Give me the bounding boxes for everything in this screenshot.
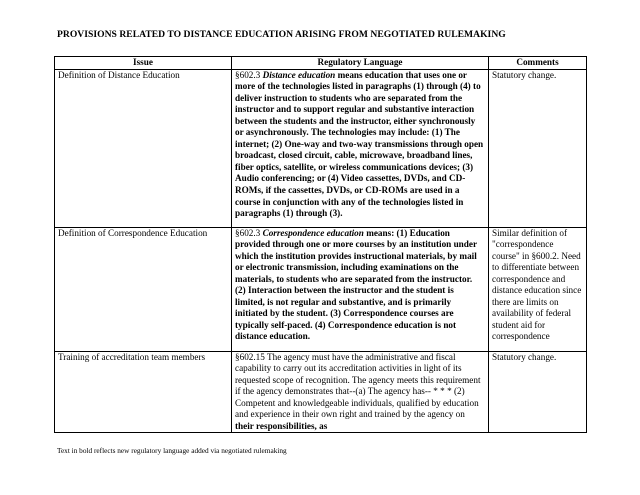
table-row (55, 69, 587, 227)
existing-regulatory-text: §602.15 The agency must have the administrative and fiscal capability to carry out its accreditation activities in light of its requested scope of recognition. The agency meets this requirement if the agency demonstrates that--(a) The agency has-- * * * (2) Competent and knowledgeable individuals, qualified by education and experience in their own right and trained by the agency on (235, 351, 481, 420)
header-issue: Issue (55, 57, 232, 70)
regulatory-language-cell (232, 69, 489, 227)
defined-term: Distance education (262, 69, 336, 80)
header-regulatory-language: Regulatory Language (232, 57, 489, 70)
regulatory-language-cell (232, 351, 489, 433)
table-row (55, 227, 587, 351)
comment-cell: Statutory change. (489, 351, 587, 433)
comment-cell: Similar definition of "correspondence course" in §600.2. Need to differentiate between correspondence and distance education since there are limits on availability of federal student aid for correspondence (489, 227, 587, 351)
section-number: §602.3 (235, 69, 263, 80)
table-header-row (55, 57, 587, 70)
document-title: PROVISIONS RELATED TO DISTANCE EDUCATION ARISING FROM NEGOTIATED RULEMAKING (57, 29, 506, 40)
footnote: Text in bold reflects new regulatory language added via negotiated rulemaking (57, 446, 287, 455)
new-regulatory-text: means: (1) Education provided through one or more courses by an institution under which the institution provides instructional materials, by mail or electronic transmission, including examinations on the materials, to students who are separated from the instructor. (2) Interaction between the instructor and the student is limited, is not regular and substantive, and is primarily initiated by the student. (3) Correspondence courses are typically self-paced. (4) Correspondence education is not distance education. (235, 227, 477, 342)
table-row (55, 351, 587, 433)
header-comments: Comments (489, 57, 587, 70)
new-regulatory-text: their responsibilities, as (235, 420, 328, 431)
regulatory-language-cell (232, 227, 489, 351)
provisions-table (54, 56, 587, 433)
section-number: §602.3 (235, 227, 263, 238)
issue-cell: Definition of Distance Education (55, 69, 232, 227)
new-regulatory-text: means education that uses one or more of the technologies listed in paragraphs (1) through (4) to deliver instruction to students who are separated from the instructor and to support regular and substantive interaction between the students and the instructor, either synchronously or asynchronously. The technologies may include: (1) The internet; (2) One-way and two-way transmissions through open broadcast, closed circuit, cable, microwave, broadband lines, fiber optics, satellite, or wireless communications devices; (3) Audio conferencing; or (4) Video cassettes, DVDs, and CD-ROMs, if the cassettes, DVDs, or CD-ROMs are used in a course in conjunction with any of the technologies listed in paragraphs (1) through (3). (235, 69, 484, 219)
issue-cell: Training of accreditation team members (55, 351, 232, 433)
comment-cell: Statutory change. (489, 69, 587, 227)
defined-term: Correspondence education (262, 227, 364, 238)
issue-cell: Definition of Correspondence Education (55, 227, 232, 351)
